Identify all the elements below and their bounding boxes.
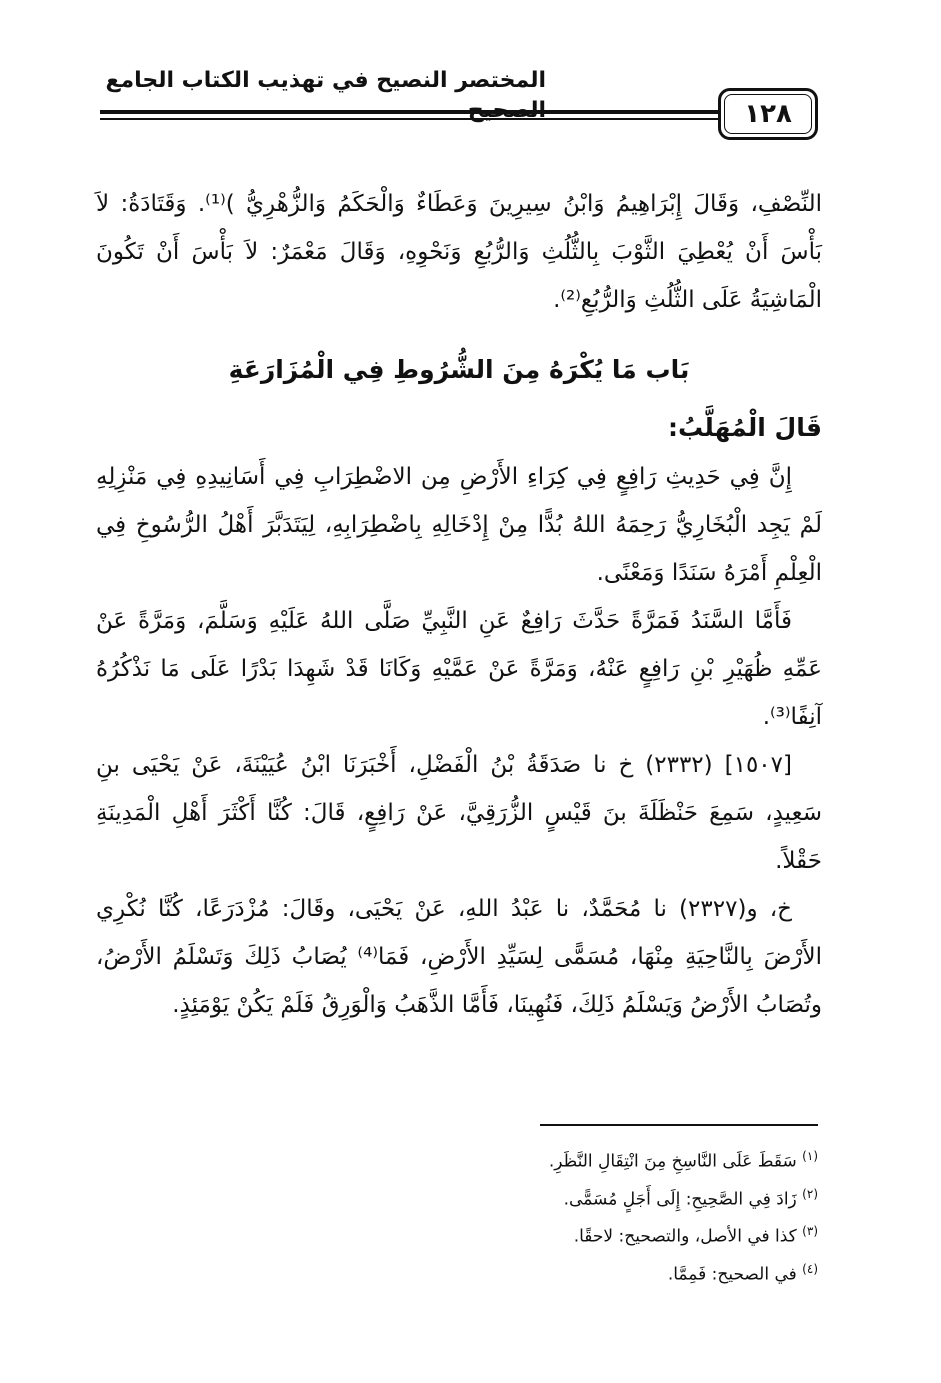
page-number: ١٢٨ xyxy=(744,99,792,129)
paragraph-5: خ، و(٢٣٢٧) نا مُحَمَّدٌ، نا عَبْدُ اللهِ، عَنْ يَحْيَى، وقَالَ: مُزْدَرَعًا، كُنَّا نُكْرِي الأَرْضَ بِالنَّاحِيَةِ مِنْهَا، مُسَمًّى لِسَيِّدِ الأَرْضِ، فَمَا⁽⁴⁾ يُصَابُ ذَلِكَ وَتَسْلَمُ الأَرْضُ، وتُصَابُ الأَرْضُ وَيَسْلَمُ ذَلِكَ، فَنُهِينَا، فَأَمَّا الذَّهَبُ وَالْوَرِقُ فَلَمْ يَكُنْ يَوْمَئِذٍ. xyxy=(96,896,822,1018)
footnote-mark: (٢) xyxy=(802,1186,818,1201)
footnote-text: زَادَ فِي الصَّحِيحِ: إِلَى أَجَلٍ مُسَمًّى. xyxy=(563,1189,797,1210)
paragraph-2: إِنَّ فِي حَدِيثِ رَافِعٍ فِي كِرَاءِ الأَرْضِ مِن الاضْطِرَابِ فِي أَسَانِيدِهِ فِي مَنْزِلِهِ لَمْ يَجِد الْبُخَارِيُّ رَحِمَهُ اللهُ بُدًّا مِنْ إِدْخَالِهِ بِاضْطِرَابِهِ، لِيَتَدَبَّرَ أَهْلُ الرُّسُوخِ فِي الْعِلْمِ أَمْرَهُ سَنَدًا وَمَعْنًى. xyxy=(96,464,822,586)
footnotes xyxy=(400,1140,818,1291)
paragraph-1: النِّصْفِ، وَقَالَ إِبْرَاهِيمُ وَابْنُ سِيرِينَ وَعَطَاءٌ وَالْحَكَمُ وَالزُّهْرِيُّ )⁽¹⁾. وَقَتَادَةُ: لاَ بَأْسَ أَنْ يُعْطِيَ الثَّوْبَ بِالثُّلُثِ وَالرُّبُعِ وَنَحْوِهِ، وَقَالَ مَعْمَرٌ: لاَ بَأْسَ أَنْ تَكُونَ الْمَاشِيَةُ عَلَى الثُّلُثِ وَالرُّبُعِ⁽²⁾. xyxy=(96,191,822,313)
footnote-mark: (١) xyxy=(802,1149,818,1163)
paragraph-4: [١٥٠٧] (٢٣٣٢) خ نا صَدَقَةُ بْنُ الْفَضْلِ، أَخْبَرَنَا ابْنُ عُيَيْنَةَ، عَنْ يَحْيَى بنِ سَعِيدٍ، سَمِعَ حَنْظَلَةَ بنَ قَيْسٍ الزُّرَقِيَّ، عَنْ رَافِعٍ، قَالَ: كُنَّا أَكْثَرَ أَهْلِ الْمَدِينَةِ حَقْلاً. xyxy=(96,752,822,874)
main-text xyxy=(96,180,822,1029)
footnote-4 xyxy=(400,1253,818,1291)
footnote-2 xyxy=(400,1178,818,1216)
chapter-heading: بَاب مَا يُكْرَهُ مِنَ الشُّرُوطِ فِي الْمُزَارَعَةِ xyxy=(228,355,690,384)
footnote-mark: (٤) xyxy=(802,1261,818,1276)
footnote-text: في الصحيح: فَمِمَّا. xyxy=(667,1264,797,1285)
footnote-rule xyxy=(540,1124,818,1126)
speaker-line xyxy=(96,404,822,453)
footnote-mark: (٣) xyxy=(802,1224,818,1239)
header-rule-thin xyxy=(100,118,718,120)
paragraph-3: فَأَمَّا السَّنَدُ فَمَرَّةً حَدَّثَ رَافِعٌ عَنِ النَّبِيِّ صَلَّى اللهُ عَلَيْهِ وَسَلَّمَ، وَمَرَّةً عَنْ عَمِّهِ ظُهَيْرِ بْنِ رَافِعٍ عَنْهُ، وَمَرَّةً عَنْ عَمَّيْهِ وَكَانَا قَدْ شَهِدَا بَدْرًا عَلَى مَا نَذْكُرُهُ آنِفًا⁽³⁾. xyxy=(96,608,822,730)
running-header-title: المختصر النصيح في تهذيب الكتاب الجامع xyxy=(105,68,546,93)
footnote-text: كذا في الأصل، والتصحيح: لاحقًا. xyxy=(573,1226,797,1247)
footnote-3 xyxy=(400,1215,818,1253)
page-number-box xyxy=(718,88,818,140)
footnote-1 xyxy=(400,1140,818,1178)
header-rule-thick xyxy=(100,110,718,114)
speaker-label: قَالَ الْمُهَلَّبُ: xyxy=(667,413,822,442)
footnote-text: سَقَطَ عَلَى النَّاسِخِ مِنَ انْتِقَالِ النَّظَرِ. xyxy=(548,1151,797,1172)
